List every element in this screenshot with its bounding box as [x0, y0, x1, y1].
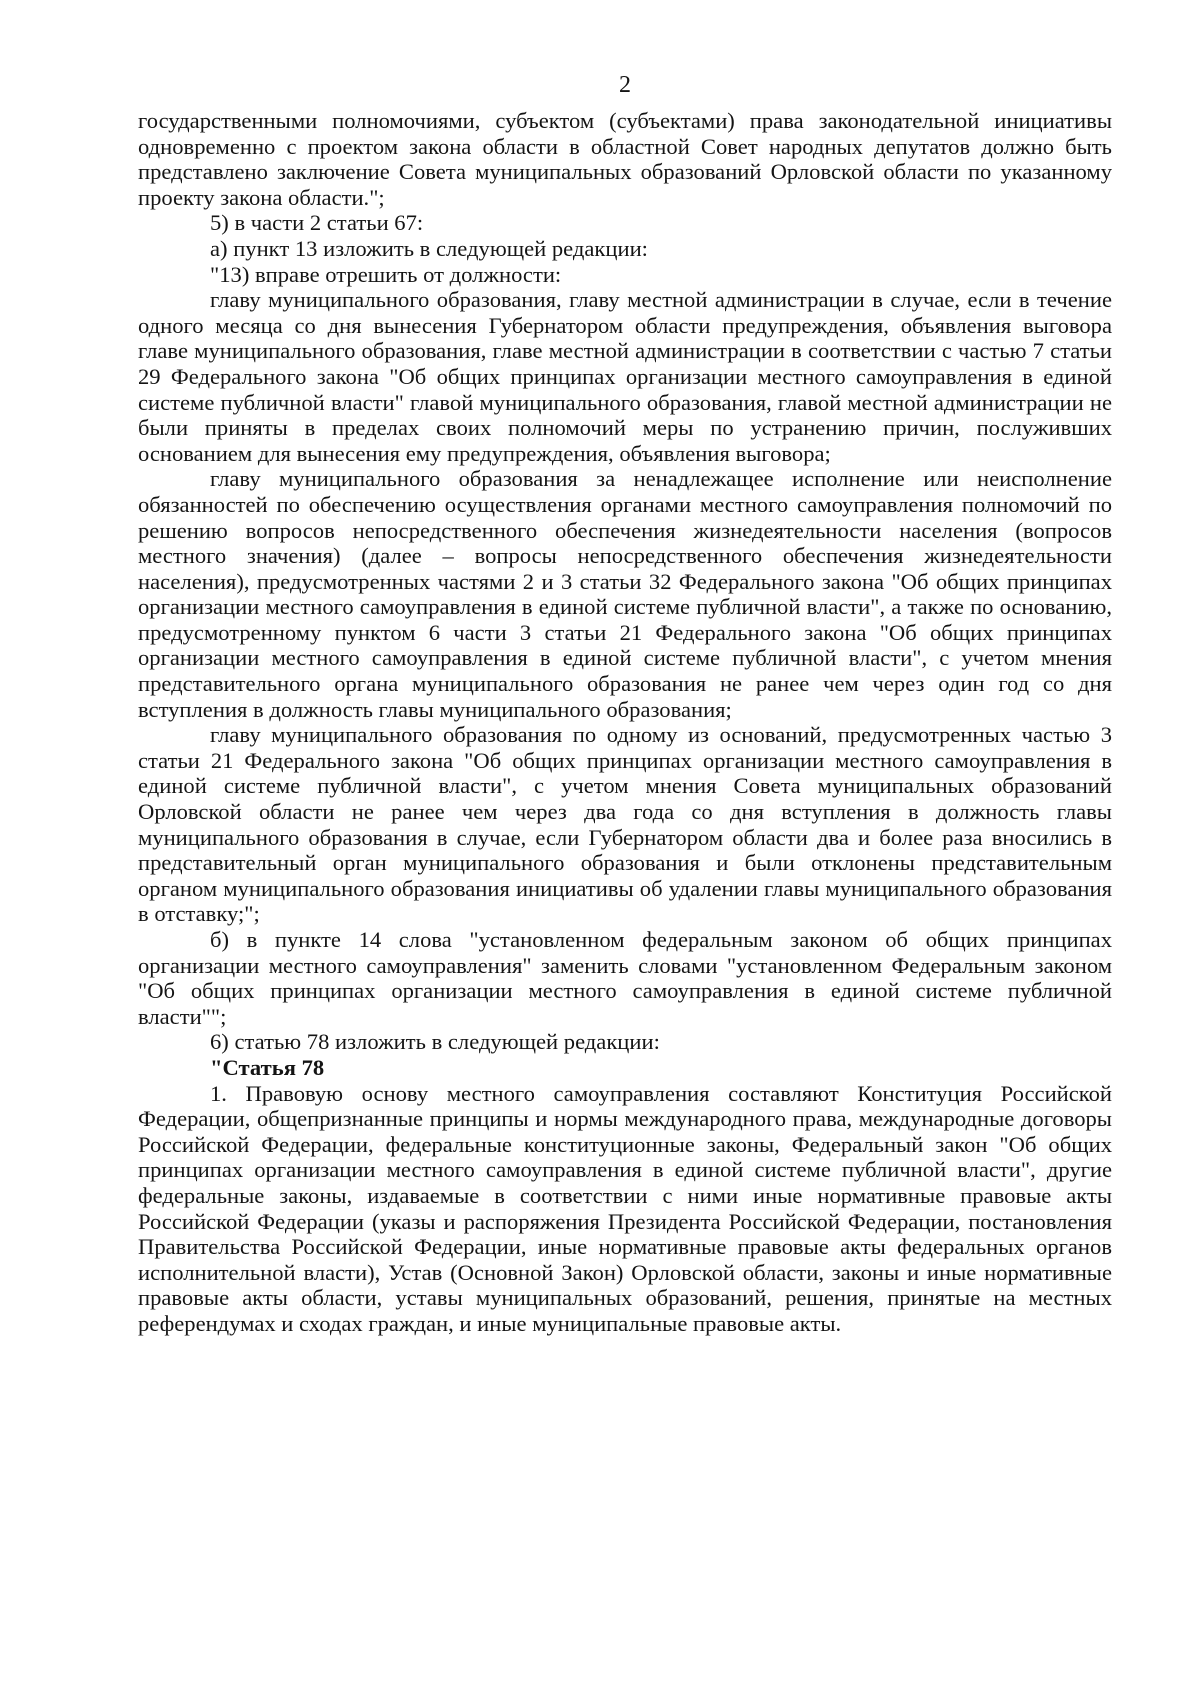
paragraph-continuation: государственными полномочиями, субъектом (субъектами) права законодательной инициативы одновременно с проектом закона области в областной Совет народных депутатов должно быть представлено заключение Совета муниципальных образований Орловской области по указанному проекту закона области."; [138, 108, 1112, 210]
paragraph-removal-clause-2: главу муниципального образования за ненадлежащее исполнение или неисполнение обязанностей по обеспечению осуществления органами местного самоуправления полномочий по решению вопросов непосредственного обеспечения жизнедеятельности населения (вопросов местного значения) (далее – вопросы непосредственного обеспечения жизнедеятельности населения), предусмотренных частями 2 и 3 статьи 32 Федерального закона "Об общих принципах организации местного самоуправления в единой системе публичной власти", а также по основанию, предусмотренному пунктом 6 части 3 статьи 21 Федерального закона "Об общих принципах организации местного самоуправления в единой системе публичной власти", с учетом мнения представительного органа муниципального образования не ранее чем через один год со дня вступления в должность главы муниципального образования; [138, 466, 1112, 722]
page-number: 2 [619, 72, 631, 98]
paragraph-removal-clause-1: главу муниципального образования, главу местной администрации в случае, если в течение одного месяца со дня вынесения Губернатором области предупреждения, объявления выговора главе муниципального образования, главе местной администрации в соответствии с частью 7 статьи 29 Федерального закона "Об общих принципах организации местного самоуправления в единой системе публичной власти" главой муниципального образования, главой местной администрации не были приняты в пределах своих полномочий меры по устранению причин, послуживших основанием для вынесения ему предупреждения, объявления выговора; [138, 287, 1112, 466]
paragraph-article-78-part-1: 1. Правовую основу местного самоуправления составляют Конституция Российской Федерации, общепризнанные принципы и нормы международного права, международные договоры Российской Федерации, федеральные конституционные законы, Федеральный закон "Об общих принципах организации местного самоуправления в единой системе публичной власти", другие федеральные законы, издаваемые в соответствии с ними иные нормативные правовые акты Российской Федерации (указы и распоряжения Президента Российской Федерации, постановления Правительства Российской Федерации, иные нормативные правовые акты федеральных органов исполнительной власти), Устав (Основной Закон) Орловской области, законы и иные нормативные правовые акты области, уставы муниципальных образований, решения, принятые на местных референдумах и сходах граждан, и иные муниципальные правовые акты. [138, 1080, 1112, 1336]
article-heading: "Статья 78 [210, 1054, 325, 1080]
paragraph-item-5: 5) в части 2 статьи 67: [210, 210, 424, 236]
paragraph-item-a: а) пункт 13 изложить в следующей редакции: [210, 235, 648, 261]
paragraph-removal-clause-3: главу муниципального образования по одному из оснований, предусмотренных частью 3 статьи 21 Федерального закона "Об общих принципах организации местного самоуправления в единой системе публичной власти", с учетом мнения Совета муниципальных образований Орловской области не ранее чем через два года со дня вступления в должность главы муниципального образования в случае, если Губернатором области два и более раза вносились в представительный орган муниципального образования и были отклонены представительным органом муниципального образования инициативы об удалении главы муниципального образования в отставку;"; [138, 722, 1112, 927]
paragraph-item-6: 6) статью 78 изложить в следующей редакции: [210, 1029, 660, 1055]
paragraph-item-13: "13) вправе отрешить от должности: [210, 261, 562, 287]
paragraph-item-b: б) в пункте 14 слова "установленном федеральным законом об общих принципах организации местного самоуправления" заменить словами "установленном Федеральным законом "Об общих принципах организации местного самоуправления в единой системе публичной власти""; [138, 927, 1112, 1029]
